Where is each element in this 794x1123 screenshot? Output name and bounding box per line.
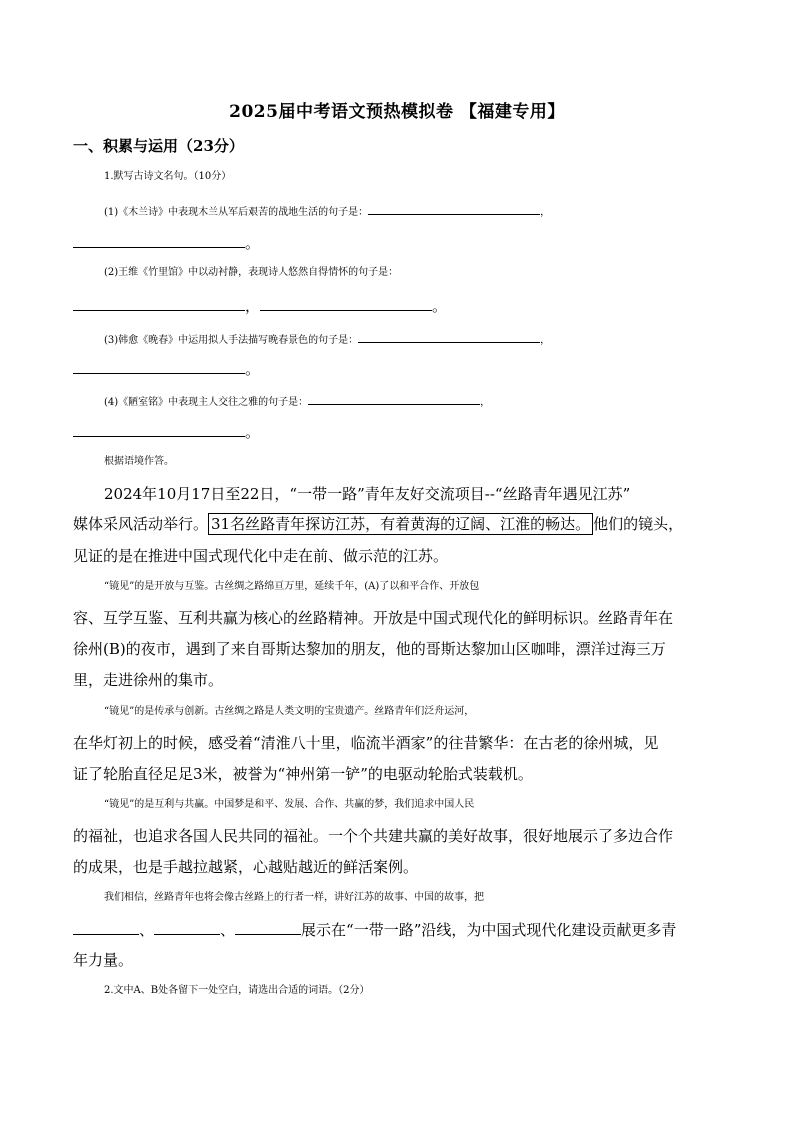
answer-blank[interactable] — [73, 421, 245, 437]
passage-p1-line2 — [73, 514, 723, 534]
separator: 、 — [139, 921, 155, 939]
passage-text: 媒体采风活动举行。 — [73, 515, 209, 533]
question-1-label: 1.默写古诗文名句。（10分） — [104, 171, 232, 182]
question-1-item-1-cont — [73, 232, 723, 253]
question-1-item-3 — [104, 327, 754, 351]
passage-p5-line2 — [73, 919, 723, 940]
question-2-label: 2.文中A、B处各留下一处空白，请选出合适的词语。（2分） — [104, 985, 370, 996]
answer-blank[interactable] — [308, 389, 480, 405]
passage-p4-line1: “镜见”的是互利与共赢。中国梦是和平、发展、合作、共赢的梦，我们追求中国人民 — [104, 799, 475, 810]
answer-blank[interactable] — [154, 919, 220, 935]
question-1-item-4 — [104, 389, 754, 413]
passage-p3-line1: “镜见”的是传承与创新。古丝绸之路是人类文明的宝贵遗产。丝路青年们泛舟运河， — [104, 706, 475, 717]
passage-p2-line2: 容、互学互鉴、互利共赢为核心的丝路精神。开放是中国式现代化的鲜明标识。丝路青年在 — [73, 609, 674, 627]
question-1-item-3-cont — [73, 358, 723, 379]
item-3-prompt: (3)韩愈《晚春》中运用拟人手法描写晚春景色的句子是： — [104, 335, 359, 346]
passage-p4-line3: 的成果，也是手越拉越紧，心越贴越近的鲜活案例。 — [73, 858, 419, 876]
period: 。 — [245, 423, 261, 441]
passage-text: 展示在“一带一路”沿线，为中国式现代化建设贡献更多青 — [301, 921, 677, 939]
question-1-item-2: (2)王维《竹里馆》中以动衬静，表现诗人悠然自得情怀的句子是： — [104, 267, 399, 278]
passage-p3-line3: 证了轮胎直径足足3米，被誉为“神州第一铲”的电驱动轮胎式装载机。 — [73, 765, 533, 783]
context-instruction: 根据语境作答。 — [104, 456, 174, 467]
question-1-item-4-cont — [73, 421, 723, 442]
boxed-sentence: 31名丝路青年探访江苏，有着黄海的辽阔、江淮的畅达。 — [208, 513, 593, 535]
passage-p1-line3: 见证的是在推进中国式现代化中走在前、做示范的江苏。 — [73, 547, 449, 565]
passage-text: 他们的镜头， — [593, 515, 684, 533]
passage-p5-line1: 我们相信，丝路青年也将会像古丝路上的行者一样，讲好江苏的故事、中国的故事，把 — [104, 892, 484, 903]
period: 。 — [245, 360, 261, 378]
passage-p5-line3: 年力量。 — [73, 951, 134, 969]
item-4-prompt: (4)《陋室铭》中表现主人交往之雅的句子是： — [104, 397, 309, 408]
passage-p1-line1: 2024年10月17日至22日，“一带一路”青年友好交流项目--“丝路青年遇见江苏” — [104, 485, 631, 503]
answer-blank[interactable] — [73, 358, 245, 374]
answer-blank[interactable] — [73, 232, 245, 248]
question-1-item-1 — [104, 199, 754, 223]
comma: ， — [480, 397, 491, 408]
passage-p2-line3: 徐州(B)的夜市，遇到了来自哥斯达黎加的朋友，他的哥斯达黎加山区咖啡，漂洋过海三万 — [73, 640, 666, 658]
passage-p2-line1: “镜见”的是开放与互鉴。古丝绸之路绵亘万里，延续千年，(A)了以和平合作、开放包 — [104, 581, 480, 592]
item-1-prompt: (1)《木兰诗》中表现木兰从军后艰苦的战地生活的句子是： — [104, 207, 369, 218]
comma: ， — [245, 297, 261, 315]
answer-blank[interactable] — [235, 919, 301, 935]
section-heading: 一、积累与运用（23分） — [73, 137, 244, 155]
comma: ， — [540, 207, 551, 218]
period: 。 — [245, 234, 261, 252]
answer-blank[interactable] — [368, 199, 540, 215]
period: 。 — [432, 297, 448, 315]
answer-blank[interactable] — [73, 919, 139, 935]
passage-p2-line4: 里，走进徐州的集市。 — [73, 671, 224, 689]
comma: ， — [540, 335, 551, 346]
answer-blank[interactable] — [73, 295, 245, 311]
answer-blank[interactable] — [260, 295, 432, 311]
question-1-item-2-cont — [73, 295, 723, 316]
page-title: 2025届中考语文预热模拟卷 【福建专用】 — [229, 102, 565, 122]
answer-blank[interactable] — [358, 327, 540, 343]
separator: 、 — [220, 921, 236, 939]
passage-p3-line2: 在华灯初上的时候，感受着“清淮八十里，临流半酒家”的往昔繁华：在古老的徐州城，见 — [73, 734, 659, 752]
passage-p4-line2: 的福祉，也追求各国人民共同的福祉。一个个共建共赢的美好故事，很好地展示了多边合作 — [73, 827, 674, 845]
